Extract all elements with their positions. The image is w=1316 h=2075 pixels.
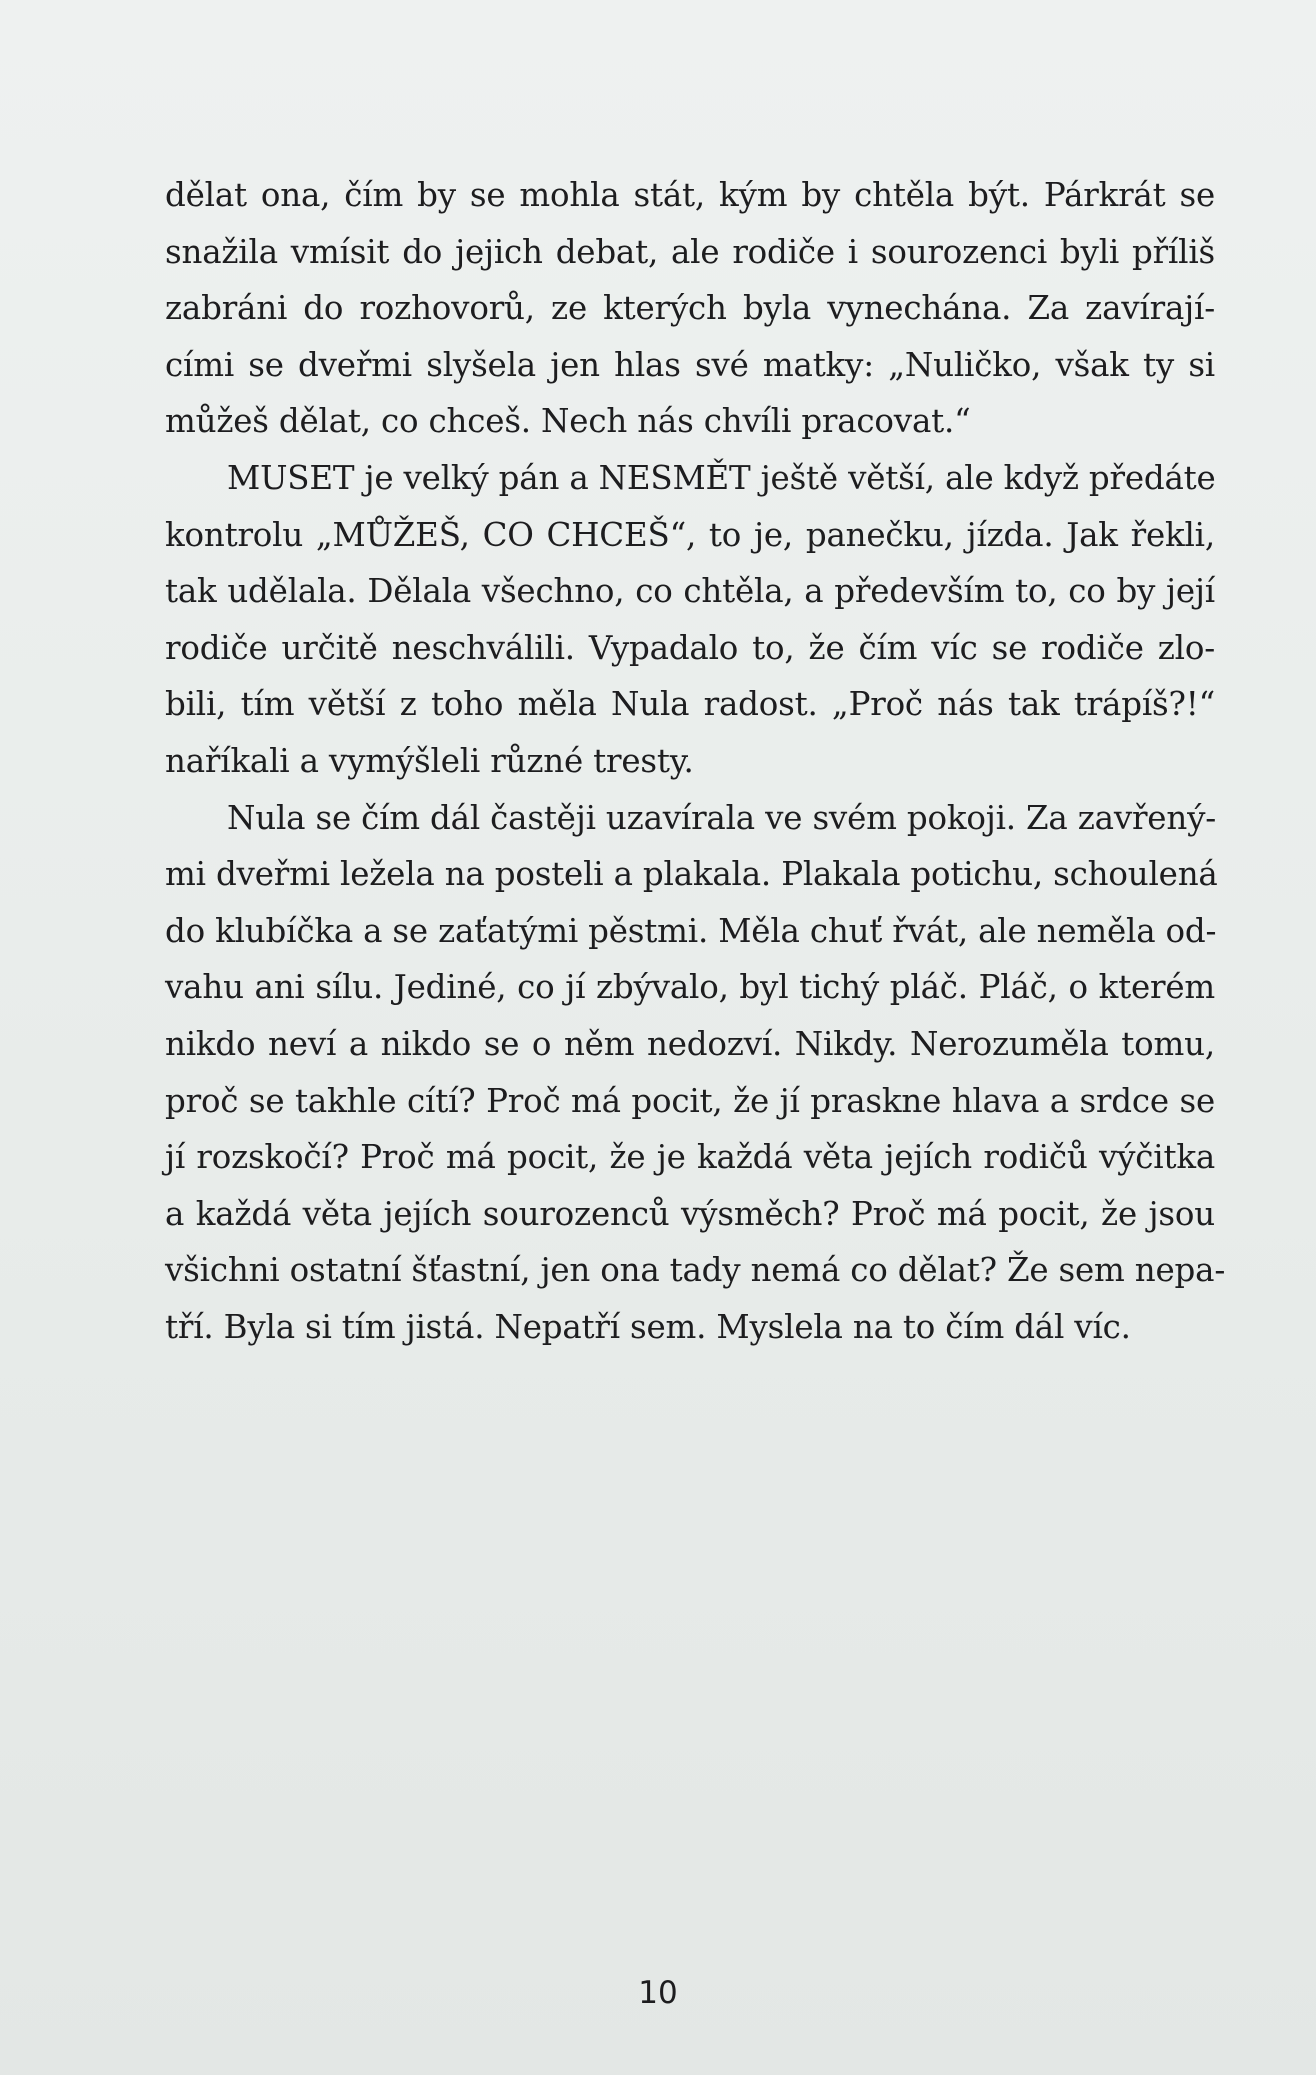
- text-line: zabráni do rozhovorů, ze kterých byla vynechána. Za zavírají-: [165, 289, 1215, 328]
- text-line: naříkali a vymýšleli různé tresty.: [165, 741, 694, 780]
- text-line: jí rozskočí? Proč má pocit, že je každá věta jejích rodičů výčitka: [165, 1138, 1215, 1177]
- page-number: 10: [638, 1975, 678, 2011]
- body-text: [165, 167, 1226, 1355]
- text-line: rodiče určitě neschválili. Vypadalo to, že čím víc se rodiče zlo-: [165, 628, 1215, 667]
- text-line: vahu ani sílu. Jediné, co jí zbývalo, byl tichý pláč. Pláč, o kterém: [165, 968, 1215, 1007]
- text-line: tak udělala. Dělala všechno, co chtěla, a především to, co by její: [165, 572, 1215, 611]
- text-line: nikdo neví a nikdo se o něm nedozví. Nikdy. Nerozuměla tomu,: [165, 1024, 1215, 1063]
- text-line: tří. Byla si tím jistá. Nepatří sem. Myslela na to čím dál víc.: [165, 1307, 1131, 1346]
- text-line: proč se takhle cítí? Proč má pocit, že jí praskne hlava a srdce se: [165, 1081, 1215, 1120]
- text-line: snažila vmísit do jejich debat, ale rodiče i sourozenci byli příliš: [165, 232, 1215, 271]
- text-line: mi dveřmi ležela na posteli a plakala. Plakala potichu, schoulená: [165, 855, 1218, 894]
- text-line: MUSET je velký pán a NESMĚT ještě větší, ale když předáte: [227, 458, 1216, 497]
- text-line: Nula se čím dál častěji uzavírala ve svém pokoji. Za zavřený-: [227, 798, 1217, 837]
- text-line: do klubíčka a se zaťatými pěstmi. Měla chuť řvát, ale neměla od-: [165, 911, 1217, 950]
- text-line: a každá věta jejích sourozenců výsměch? Proč má pocit, že jsou: [165, 1194, 1215, 1233]
- text-line: bili, tím větší z toho měla Nula radost. „Proč nás tak trápíš?!“: [165, 685, 1215, 724]
- text-line: můžeš dělat, co chceš. Nech nás chvíli pracovat.“: [165, 402, 971, 441]
- text-line: všichni ostatní šťastní, jen ona tady nemá co dělat? Že sem nepa-: [165, 1251, 1226, 1290]
- text-line: cími se dveřmi slyšela jen hlas své matky: „Nuličko, však ty si: [165, 345, 1215, 384]
- text-line: kontrolu „MŮŽEŠ, CO CHCEŠ“, to je, panečku, jízda. Jak řekli,: [165, 515, 1215, 554]
- text-line: dělat ona, čím by se mohla stát, kým by chtěla být. Párkrát se: [165, 176, 1215, 214]
